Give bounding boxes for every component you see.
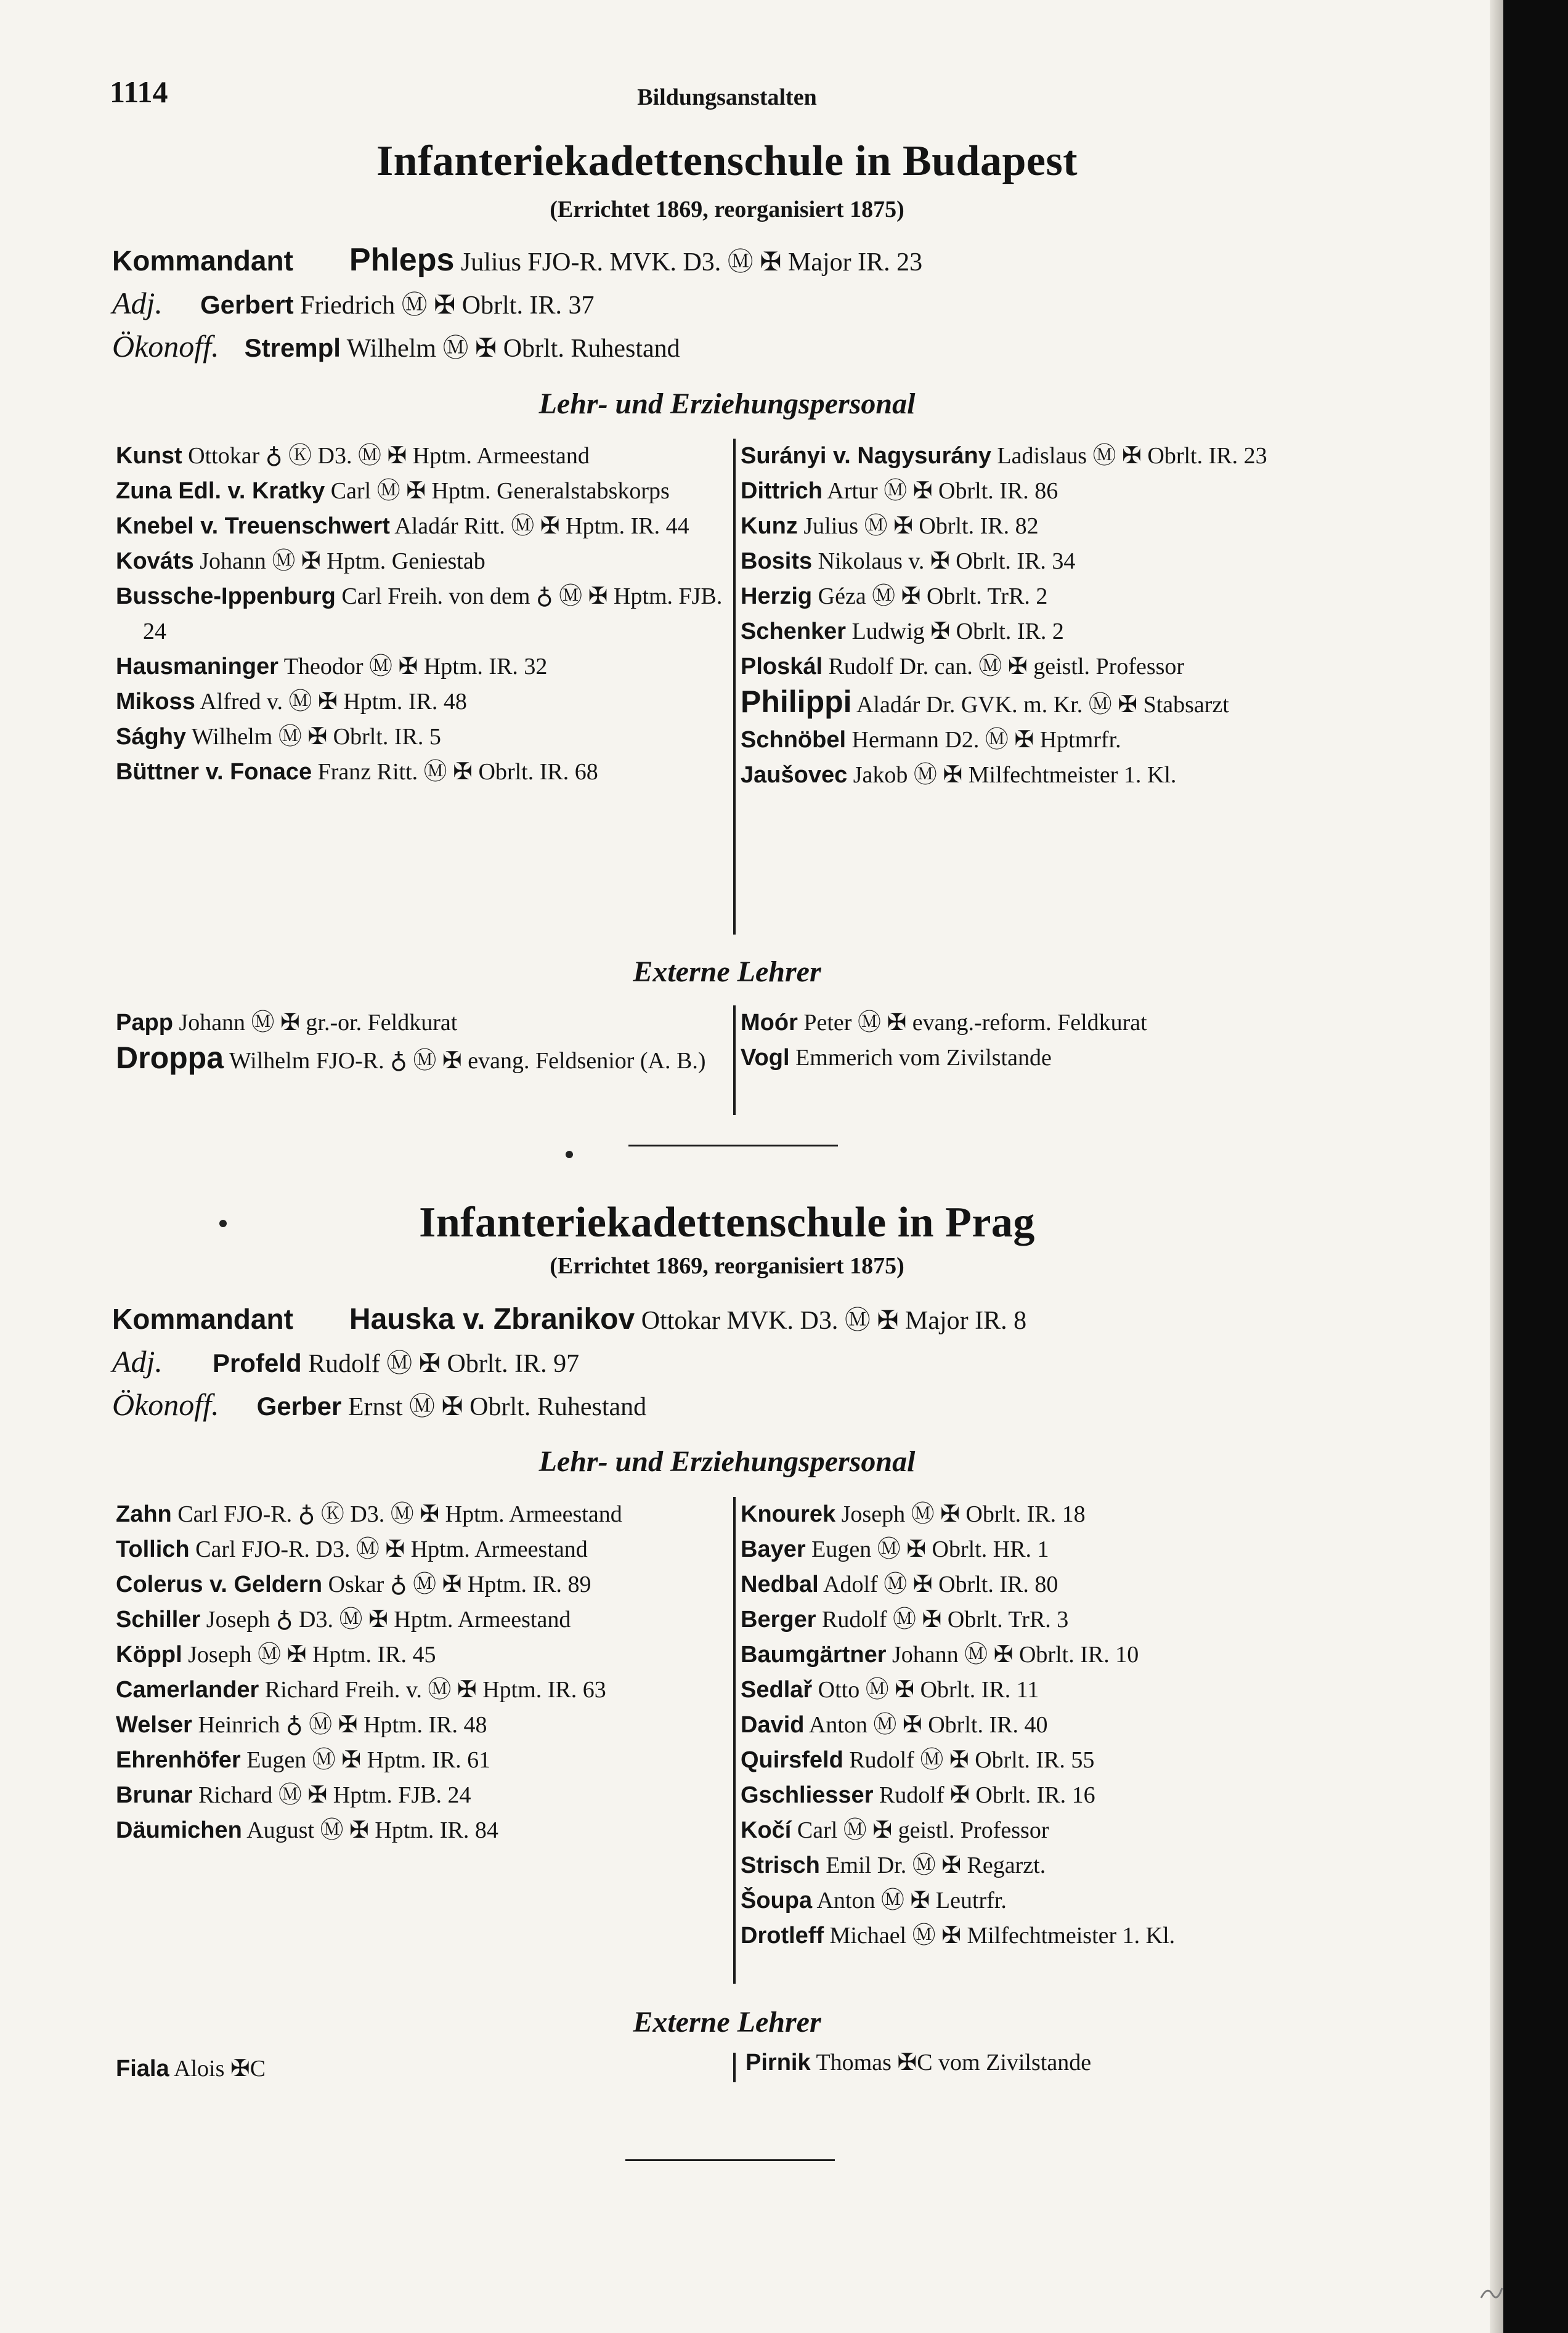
list-item: Quirsfeld Rudolf Ⓜ ✠ Obrlt. IR. 55 <box>741 1747 1095 1773</box>
staff-name: Phleps <box>349 242 455 278</box>
list-item: Ehrenhöfer Eugen Ⓜ ✠ Hptm. IR. 61 <box>116 1747 491 1773</box>
list-item: Schnöbel Hermann D2. Ⓜ ✠ Hptmrfr. <box>741 727 1121 753</box>
prag-lehr-heading: Lehr- und Erziehungspersonal <box>538 1445 916 1478</box>
list-item: Welser Heinrich ♁ Ⓜ ✠ Hptm. IR. 48 <box>116 1712 487 1738</box>
column-divider <box>733 2053 736 2082</box>
list-item: David Anton Ⓜ ✠ Obrlt. IR. 40 <box>741 1712 1048 1738</box>
prag-lehr-right-column <box>741 1497 1363 1954</box>
staff-details: Ottokar MVK. D3. Ⓜ ✠ Major IR. 8 <box>641 1307 1027 1335</box>
staff-name: Profeld <box>212 1349 302 1377</box>
prag-adjutant <box>112 1343 579 1380</box>
column-divider <box>733 439 736 935</box>
staff-name: Gerber <box>256 1392 342 1421</box>
list-item: Mikoss Alfred v. Ⓜ ✠ Hptm. IR. 48 <box>116 689 467 715</box>
budapest-subtitle: (Errichtet 1869, reorganisiert 1875) <box>550 197 904 222</box>
staff-details: Wilhelm Ⓜ ✠ Obrlt. Ruhestand <box>346 335 680 363</box>
list-item: Knebel v. Treuenschwert Aladár Ritt. Ⓜ ✠ Hptm. IR. 44 <box>116 513 689 539</box>
budapest-title: Infanteriekadettenschule in Budapest <box>376 137 1078 185</box>
list-item: Schenker Ludwig ✠ Obrlt. IR. 2 <box>741 619 1064 644</box>
list-item: Pirnik Thomas ✠C vom Zivilstande <box>745 2050 1092 2075</box>
running-head: Bildungsanstalten <box>637 84 817 110</box>
staff-name: Strempl <box>244 333 341 362</box>
column-divider <box>733 1497 736 1984</box>
list-item: Surányi v. Nagysurány Ladislaus Ⓜ ✠ Obrlt. IR. 23 <box>741 443 1267 469</box>
staff-details: Ernst Ⓜ ✠ Obrlt. Ruhestand <box>347 1393 647 1421</box>
list-item: Fiala Alois ✠C <box>116 2056 266 2082</box>
list-item: Tollich Carl FJO-R. D3. Ⓜ ✠ Hptm. Armeestand <box>116 1536 588 1562</box>
page-edge-shadow <box>1490 0 1503 2333</box>
staff-details: Rudolf Ⓜ ✠ Obrlt. IR. 97 <box>308 1350 580 1378</box>
budapest-adjutant <box>112 285 594 322</box>
prag-kommandant <box>112 1300 1026 1337</box>
list-item: Kunz Julius Ⓜ ✠ Obrlt. IR. 82 <box>741 513 1039 539</box>
list-item: Jaušovec Jakob Ⓜ ✠ Milfechtmeister 1. Kl. <box>741 762 1177 788</box>
budapest-lehr-left-column <box>116 439 732 790</box>
list-item: Vogl Emmerich vom Zivilstande <box>741 1045 1052 1071</box>
prag-externe-right-column <box>745 2045 1362 2080</box>
list-item: Colerus v. Geldern Oskar ♁ Ⓜ ✠ Hptm. IR. 89 <box>116 1572 591 1597</box>
ink-spot <box>566 1151 573 1158</box>
list-item: Bosits Nikolaus v. ✠ Obrlt. IR. 34 <box>741 548 1076 574</box>
role-label: Kommandant <box>112 1303 293 1335</box>
staff-name: Hauska v. Zbranikov <box>349 1303 635 1336</box>
list-item: Strisch Emil Dr. Ⓜ ✠ Regarzt. <box>741 1852 1046 1878</box>
closing-rule <box>625 2159 835 2161</box>
prag-okonoff <box>112 1386 646 1423</box>
list-item: Büttner v. Fonace Franz Ritt. Ⓜ ✠ Obrlt. IR. 68 <box>116 759 598 785</box>
list-item: Gschliesser Rudolf ✠ Obrlt. IR. 16 <box>741 1782 1095 1808</box>
list-item: Papp Johann Ⓜ ✠ gr.-or. Feldkurat <box>116 1010 458 1036</box>
list-item: Däumichen August Ⓜ ✠ Hptm. IR. 84 <box>116 1817 498 1843</box>
list-item: Moór Peter Ⓜ ✠ evang.-reform. Feldkurat <box>741 1010 1147 1036</box>
staff-details: Friedrich Ⓜ ✠ Obrlt. IR. 37 <box>300 291 595 320</box>
budapest-kommandant <box>112 241 922 278</box>
role-label: Ökonoff. <box>112 1387 219 1422</box>
list-item: Sághy Wilhelm Ⓜ ✠ Obrlt. IR. 5 <box>116 724 441 750</box>
role-label: Kommandant <box>112 245 293 277</box>
budapest-externe-heading: Externe Lehrer <box>633 956 821 988</box>
prag-subtitle: (Errichtet 1869, reorganisiert 1875) <box>550 1253 904 1279</box>
list-item: Kunst Ottokar ♁ Ⓚ D3. Ⓜ ✠ Hptm. Armeestand <box>116 443 590 469</box>
list-item: Šoupa Anton Ⓜ ✠ Leutrfr. <box>741 1888 1007 1913</box>
list-item: Baumgärtner Johann Ⓜ ✠ Obrlt. IR. 10 <box>741 1642 1139 1668</box>
role-label: Adj. <box>112 286 163 320</box>
staff-name: Gerbert <box>200 290 294 319</box>
staff-details: Julius FJO-R. MVK. D3. Ⓜ ✠ Major IR. 23 <box>460 248 923 277</box>
list-item: Droppa Wilhelm FJO-R. ♁ Ⓜ ✠ evang. Feldsenior (A. B.) <box>116 1041 706 1075</box>
budapest-lehr-right-column <box>741 439 1363 793</box>
list-item: Schiller Joseph ♁ D3. Ⓜ ✠ Hptm. Armeestand <box>116 1607 571 1633</box>
list-item: Knourek Joseph Ⓜ ✠ Obrlt. IR. 18 <box>741 1501 1086 1527</box>
prag-lehr-left-column <box>116 1497 732 1848</box>
budapest-externe-right-column <box>741 1005 1363 1076</box>
list-item: Philippi Aladár Dr. GVK. m. Kr. Ⓜ ✠ Stabsarzt <box>741 684 1229 719</box>
prag-externe-heading: Externe Lehrer <box>633 2006 821 2039</box>
list-item: Berger Rudolf Ⓜ ✠ Obrlt. TrR. 3 <box>741 1607 1069 1633</box>
list-item: Brunar Richard Ⓜ ✠ Hptm. FJB. 24 <box>116 1782 471 1808</box>
role-label: Ökonoff. <box>112 329 219 363</box>
list-item: Herzig Géza Ⓜ ✠ Obrlt. TrR. 2 <box>741 583 1048 609</box>
page-number: 1114 <box>110 75 168 109</box>
list-item: Bayer Eugen Ⓜ ✠ Obrlt. HR. 1 <box>741 1536 1049 1562</box>
list-item: Zuna Edl. v. Kratky Carl Ⓜ ✠ Hptm. Generalstabskorps <box>116 478 670 504</box>
list-item: Köppl Joseph Ⓜ ✠ Hptm. IR. 45 <box>116 1642 436 1668</box>
budapest-lehr-heading: Lehr- und Erziehungspersonal <box>538 387 916 420</box>
list-item: Kováts Johann Ⓜ ✠ Hptm. Geniestab <box>116 548 485 574</box>
list-item: Camerlander Richard Freih. v. Ⓜ ✠ Hptm. IR. 63 <box>116 1677 606 1703</box>
list-item: Drotleff Michael Ⓜ ✠ Milfechtmeister 1. Kl. <box>741 1923 1176 1949</box>
budapest-externe-left-column <box>116 1005 732 1079</box>
list-item: Kočí Carl Ⓜ ✠ geistl. Professor <box>741 1817 1049 1843</box>
list-item: Ploskál Rudolf Dr. can. Ⓜ ✠ geistl. Professor <box>741 654 1185 680</box>
list-item: Zahn Carl FJO-R. ♁ Ⓚ D3. Ⓜ ✠ Hptm. Armeestand <box>116 1501 622 1527</box>
column-divider <box>733 1005 736 1115</box>
scan-border <box>1503 0 1568 2333</box>
budapest-okonoff <box>112 328 680 365</box>
list-item: Nedbal Adolf Ⓜ ✠ Obrlt. IR. 80 <box>741 1572 1058 1597</box>
list-item: Dittrich Artur Ⓜ ✠ Obrlt. IR. 86 <box>741 478 1058 504</box>
role-label: Adj. <box>112 1344 163 1379</box>
prag-externe-left-column <box>116 2051 732 2087</box>
list-item: Bussche-Ippenburg Carl Freih. von dem ♁ Ⓜ ✠ Hptm. FJB. 24 <box>116 583 723 644</box>
list-item: Hausmaninger Theodor Ⓜ ✠ Hptm. IR. 32 <box>116 654 548 680</box>
scan-artifact-mark <box>1479 2279 1503 2304</box>
prag-title: Infanteriekadettenschule in Prag <box>419 1199 1035 1246</box>
list-item: Sedlař Otto Ⓜ ✠ Obrlt. IR. 11 <box>741 1677 1039 1703</box>
section-separator <box>628 1145 838 1146</box>
